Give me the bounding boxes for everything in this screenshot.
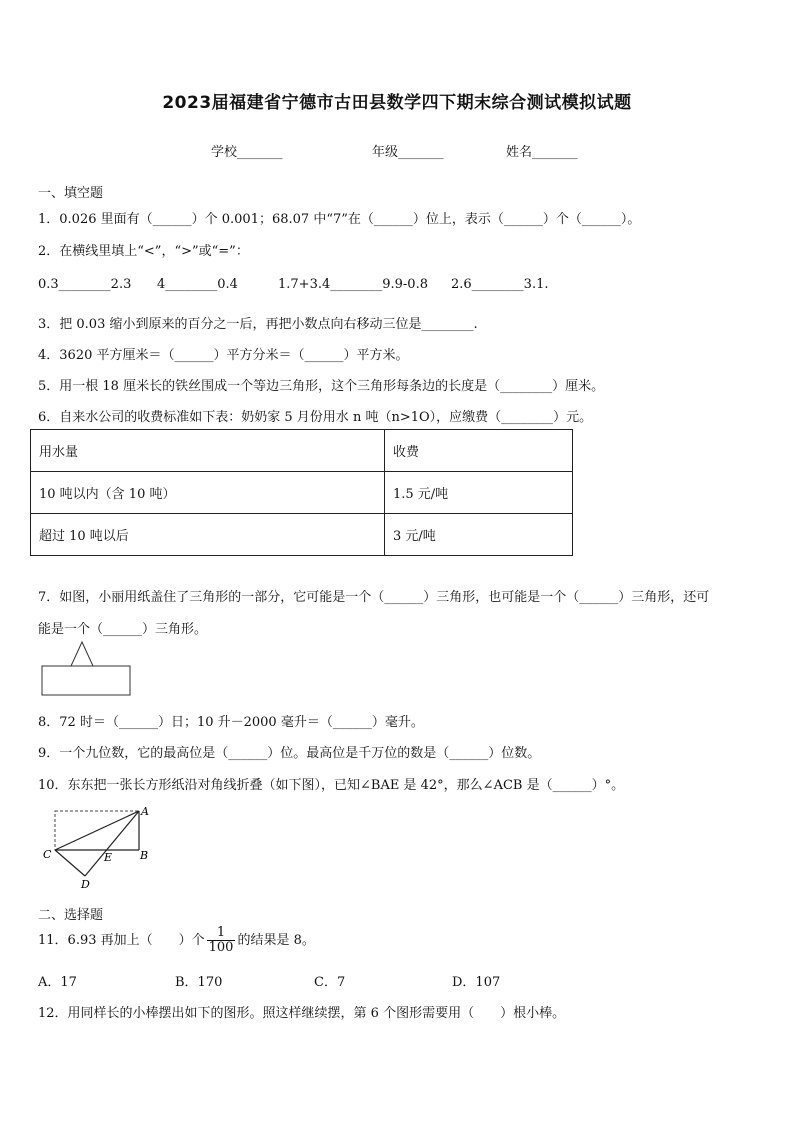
- table-row: [31, 430, 573, 472]
- fraction-numerator: 1: [207, 926, 236, 941]
- fold-da: [85, 811, 139, 876]
- fraction-denominator: 100: [208, 940, 234, 955]
- option-a: A．17: [38, 975, 77, 990]
- table-cell: 10 吨以内（含 10 吨）: [31, 472, 385, 514]
- question-3: 3．把 0.03 缩小到原来的百分之一后，再把小数点向右移动三位是________.: [38, 317, 478, 332]
- label-d: D: [81, 878, 90, 891]
- school-field: 学校_______: [211, 145, 283, 160]
- question-1: 1．0.026 里面有（______）个 0.001；68.07 中“7”在（______）位上，表示（______）个（______）。: [38, 212, 641, 227]
- section-fill-blank: 一、填空题: [38, 186, 104, 201]
- q11-suffix: 的结果是 8。: [237, 933, 315, 948]
- fraction-one-hundredth: [207, 926, 236, 955]
- grade-field: 年级_______: [372, 145, 444, 160]
- section-multiple-choice: 二、选择题: [38, 908, 104, 923]
- question-9: 9．一个九位数，它的最高位是（______）位。最高位是千万位的数是（______）位数。: [38, 746, 541, 761]
- name-field: 姓名_______: [506, 145, 578, 160]
- table-cell: 1.5 元/吨: [385, 472, 573, 514]
- question-6: 6．自来水公司的收费标准如下表：奶奶家 5 月份用水 n 吨（n>1O），应缴费（________）元。: [38, 410, 593, 425]
- question-2: 2．在横线里填上“<”，“>”或“=”：: [38, 244, 249, 259]
- q2-item-2: 4________0.4: [157, 277, 238, 292]
- folded-rectangle-figure: [40, 802, 160, 894]
- option-b: B．170: [175, 975, 223, 990]
- diagonal-ca: [55, 811, 139, 850]
- option-d: D．107: [452, 975, 501, 990]
- table-row: [31, 472, 573, 514]
- question-10: 10．东东把一张长方形纸沿对角线折叠（如下图），已知∠BAE 是 42°，那么∠ACB 是（______）°。: [38, 778, 625, 793]
- q2-item-1: 0.3________2.3: [38, 277, 132, 292]
- question-5: 5．用一根 18 厘米长的铁丝围成一个等边三角形，这个三角形每条边的长度是（________）厘米。: [38, 379, 605, 394]
- q2-item-3: 1.7+3.4________9.9-0.8: [278, 277, 428, 292]
- option-c: C．7: [314, 975, 346, 990]
- fold-cd: [55, 850, 85, 876]
- question-11: [38, 926, 315, 955]
- table-header-fee: 收费: [385, 430, 573, 472]
- fee-table: [30, 429, 573, 556]
- triangle-tip: [71, 642, 93, 666]
- table-row: [31, 514, 573, 556]
- label-e: E: [104, 851, 113, 864]
- covered-triangle-figure: [40, 640, 134, 698]
- table-cell: 超过 10 吨以后: [31, 514, 385, 556]
- table-cell: 3 元/吨: [385, 514, 573, 556]
- question-12: 12．用同样长的小棒摆出如下的图形。照这样继续摆，第 6 个图形需要用（ ）根小棒。: [38, 1006, 566, 1021]
- question-7-line-1: 7．如图，小丽用纸盖住了三角形的一部分，它可能是一个（______）三角形，也可能是一个（______）三角形，还可: [38, 590, 710, 605]
- q11-prefix: 11．6.93 再加上（ ）个: [38, 933, 205, 948]
- q2-item-4: 2.6________3.1.: [451, 277, 549, 292]
- question-7-line-2: 能是一个（______）三角形。: [38, 622, 208, 637]
- label-b: B: [140, 849, 149, 862]
- table-header-usage: 用水量: [31, 430, 385, 472]
- label-a: A: [141, 805, 149, 818]
- label-c: C: [43, 848, 52, 861]
- page-title: 2023届福建省宁德市古田县数学四下期末综合测试模拟试题: [162, 93, 632, 113]
- question-4: 4．3620 平方厘米＝（______）平方分米＝（______）平方米。: [38, 348, 409, 363]
- question-8: 8．72 时＝（______）日；10 升－2000 毫升＝（______）毫升。: [38, 715, 424, 730]
- covering-paper: [42, 666, 130, 695]
